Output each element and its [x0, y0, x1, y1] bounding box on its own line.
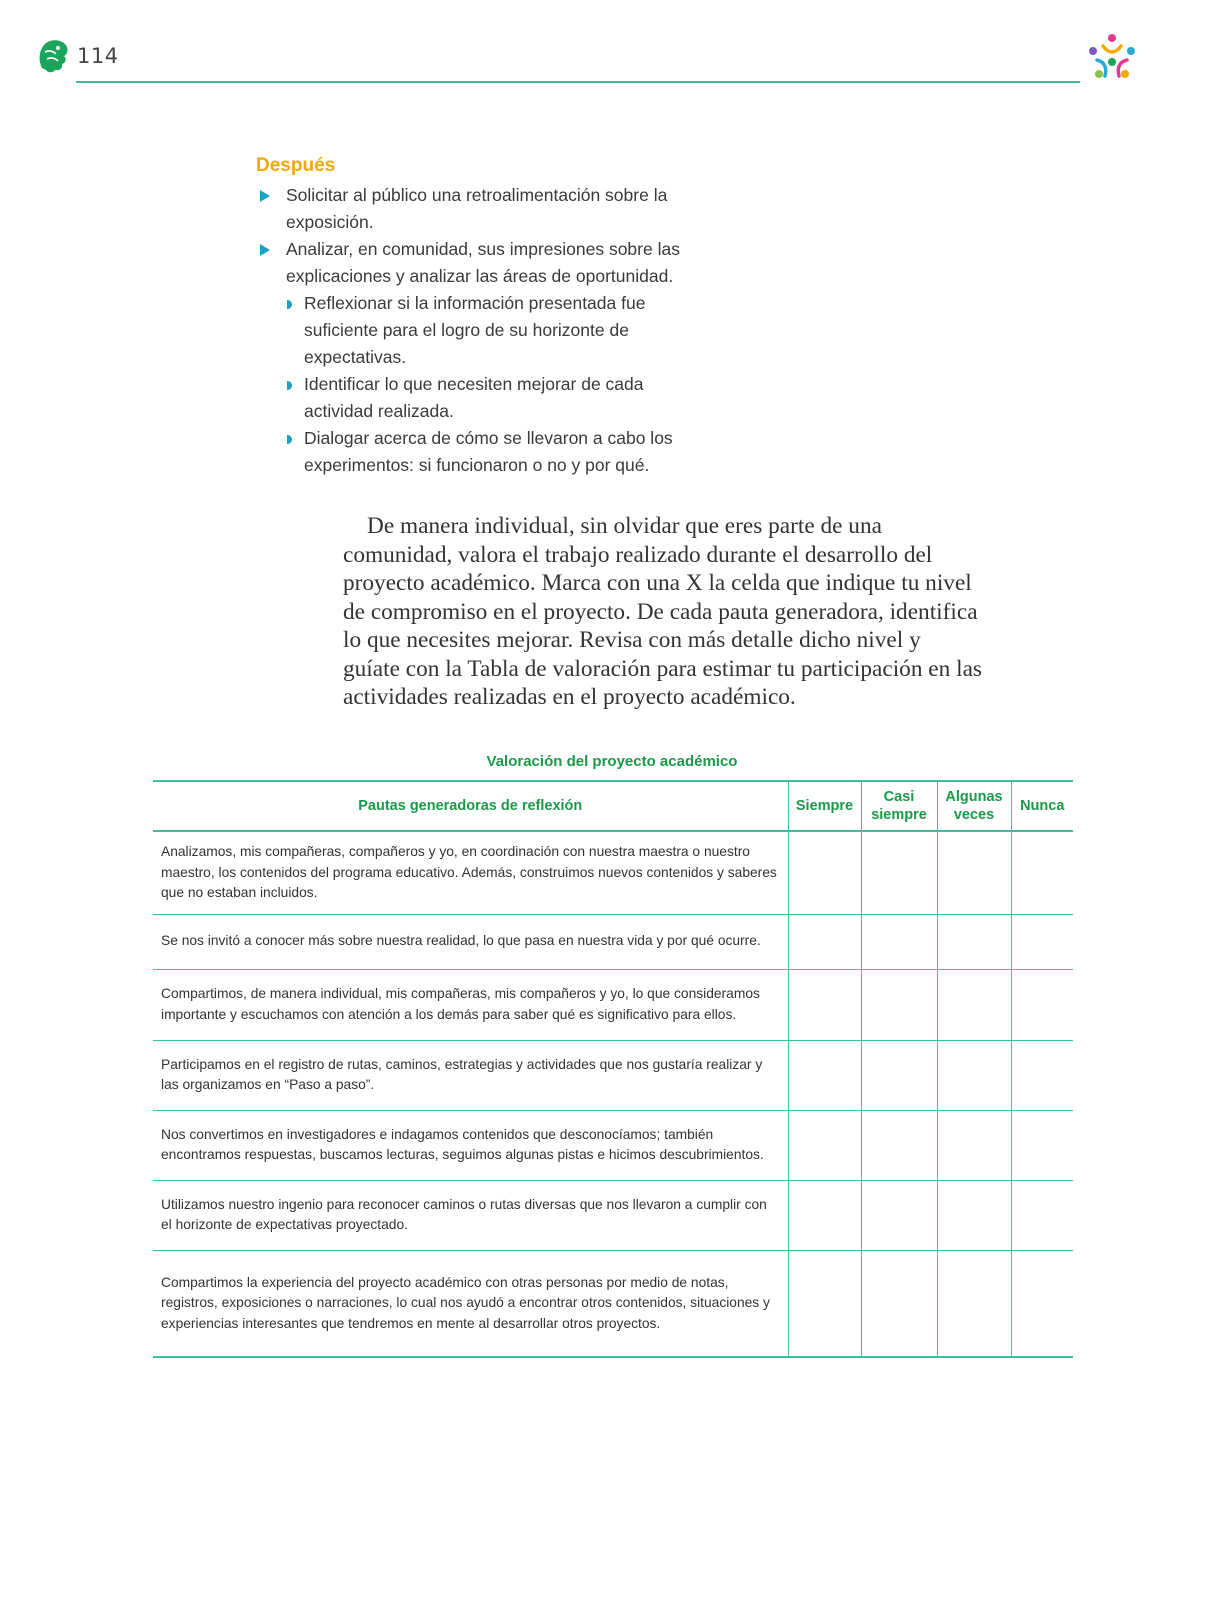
bullet-list [256, 182, 696, 290]
pauta-cell: Compartimos la experiencia del proyecto académico con otras personas por medio de notas, registros, exposiciones o narraciones, lo cual nos ayudó a encontrar otros contenidos, situaciones y experiencias interesantes que tendremos en mente al desarrollar otros proyectos. [153, 1250, 788, 1357]
list-item [256, 182, 696, 236]
header-pautas: Pautas generadoras de reflexión [153, 781, 788, 831]
table-row [153, 914, 1073, 969]
nunca-cell[interactable] [1011, 831, 1073, 914]
siempre-cell[interactable] [788, 1250, 861, 1357]
algunas-veces-cell[interactable] [937, 969, 1011, 1040]
algunas-veces-cell[interactable] [937, 831, 1011, 914]
list-item-text: Solicitar al público una retroalimentación sobre la exposición. [286, 185, 668, 232]
table-row [153, 969, 1073, 1040]
green-leaf-head-icon [36, 38, 70, 74]
casi-siempre-cell[interactable] [861, 1180, 937, 1250]
algunas-veces-cell[interactable] [937, 1180, 1011, 1250]
pauta-cell: Analizamos, mis compañeras, compañeros y yo, en coordinación con nuestra maestra o nuestro maestro, los contenidos del programa educativo. Además, construimos nuevos contenidos y saberes que no estaban incluidos. [153, 831, 788, 914]
casi-siempre-cell[interactable] [861, 914, 937, 969]
pauta-cell: Participamos en el registro de rutas, caminos, estrategias y actividades que nos gustaría realizar y las organizamos en “Paso a paso”. [153, 1040, 788, 1110]
instructions-paragraph: De manera individual, sin olvidar que eres parte de una comunidad, valora el trabajo realizado durante el desarrollo del proyecto académico. Marca con una X la celda que indique tu nivel de compromiso en el proyecto. De cada pauta generadora, identifica lo que necesites mejorar. Revisa con más detalle dicho nivel y guíate con la Tabla de valoración para estimar tu participación en las actividades realizadas en el proyecto académico. [343, 513, 982, 710]
nunca-cell[interactable] [1011, 1180, 1073, 1250]
siempre-cell[interactable] [788, 1180, 861, 1250]
half-circle-bullet-icon [287, 381, 292, 390]
nunca-cell[interactable] [1011, 1040, 1073, 1110]
algunas-veces-cell[interactable] [937, 914, 1011, 969]
sub-list-item-text: Reflexionar si la información presentada fue suficiente para el logro de su horizonte de expectativas. [304, 293, 646, 367]
table-header-row [153, 781, 1073, 831]
pauta-cell: Utilizamos nuestro ingenio para reconocer caminos o rutas diversas que nos llevaron a cumplir con el horizonte de expectativas proyectado. [153, 1180, 788, 1250]
algunas-veces-cell[interactable] [937, 1110, 1011, 1180]
evaluation-table [153, 780, 1073, 1358]
casi-siempre-cell[interactable] [861, 969, 937, 1040]
colorful-community-emblem-icon [1085, 32, 1139, 86]
siempre-cell[interactable] [788, 969, 861, 1040]
pauta-cell: Nos convertimos en investigadores e indagamos contenidos que desconocíamos; también encontramos respuestas, buscamos lecturas, seguimos algunas pistas e hicimos descubrimientos. [153, 1110, 788, 1180]
table-row [153, 1180, 1073, 1250]
sub-list-item-text: Dialogar acerca de cómo se llevaron a cabo los experimentos: si funcionaron o no y por qué. [304, 428, 673, 475]
half-circle-bullet-icon [287, 300, 292, 309]
nunca-cell[interactable] [1011, 969, 1073, 1040]
siempre-cell[interactable] [788, 1040, 861, 1110]
list-item-text: Analizar, en comunidad, sus impresiones sobre las explicaciones y analizar las áreas de oportunidad. [286, 239, 680, 286]
siempre-cell[interactable] [788, 831, 861, 914]
pauta-cell: Se nos invitó a conocer más sobre nuestra realidad, lo que pasa en nuestra vida y por qué ocurre. [153, 914, 788, 969]
list-item [256, 236, 696, 290]
header-nunca: Nunca [1011, 781, 1073, 831]
sub-list-item [256, 290, 696, 371]
header-rule [76, 81, 1080, 83]
casi-siempre-cell[interactable] [861, 831, 937, 914]
table-row [153, 831, 1073, 914]
nunca-cell[interactable] [1011, 1110, 1073, 1180]
algunas-veces-cell[interactable] [937, 1250, 1011, 1357]
table-row [153, 1110, 1073, 1180]
triangle-bullet-icon [260, 190, 270, 202]
sub-list-item [256, 425, 696, 479]
header-siempre: Siempre [788, 781, 861, 831]
casi-siempre-cell[interactable] [861, 1110, 937, 1180]
header-algunas-veces: Algunas veces [937, 781, 1011, 831]
sub-list-item-text: Identificar lo que necesiten mejorar de cada actividad realizada. [304, 374, 644, 421]
sub-list-item [256, 371, 696, 425]
casi-siempre-cell[interactable] [861, 1040, 937, 1110]
table-row [153, 1040, 1073, 1110]
sub-bullet-list [256, 290, 696, 479]
table-title: Valoración del proyecto académico [486, 753, 738, 770]
pauta-cell: Compartimos, de manera individual, mis compañeras, mis compañeros y yo, lo que consideramos importante y escuchamos con atención a los demás para saber qué es significativo para ellos. [153, 969, 788, 1040]
half-circle-bullet-icon [287, 435, 292, 444]
triangle-bullet-icon [260, 244, 270, 256]
section-title: Después [256, 155, 336, 176]
siempre-cell[interactable] [788, 1110, 861, 1180]
casi-siempre-cell[interactable] [861, 1250, 937, 1357]
page-header [0, 0, 1214, 90]
header-casi-siempre: Casi siempre [861, 781, 937, 831]
nunca-cell[interactable] [1011, 914, 1073, 969]
siempre-cell[interactable] [788, 914, 861, 969]
algunas-veces-cell[interactable] [937, 1040, 1011, 1110]
despues-section [256, 155, 696, 479]
nunca-cell[interactable] [1011, 1250, 1073, 1357]
table-row [153, 1250, 1073, 1357]
page-number: 114 [77, 44, 119, 68]
